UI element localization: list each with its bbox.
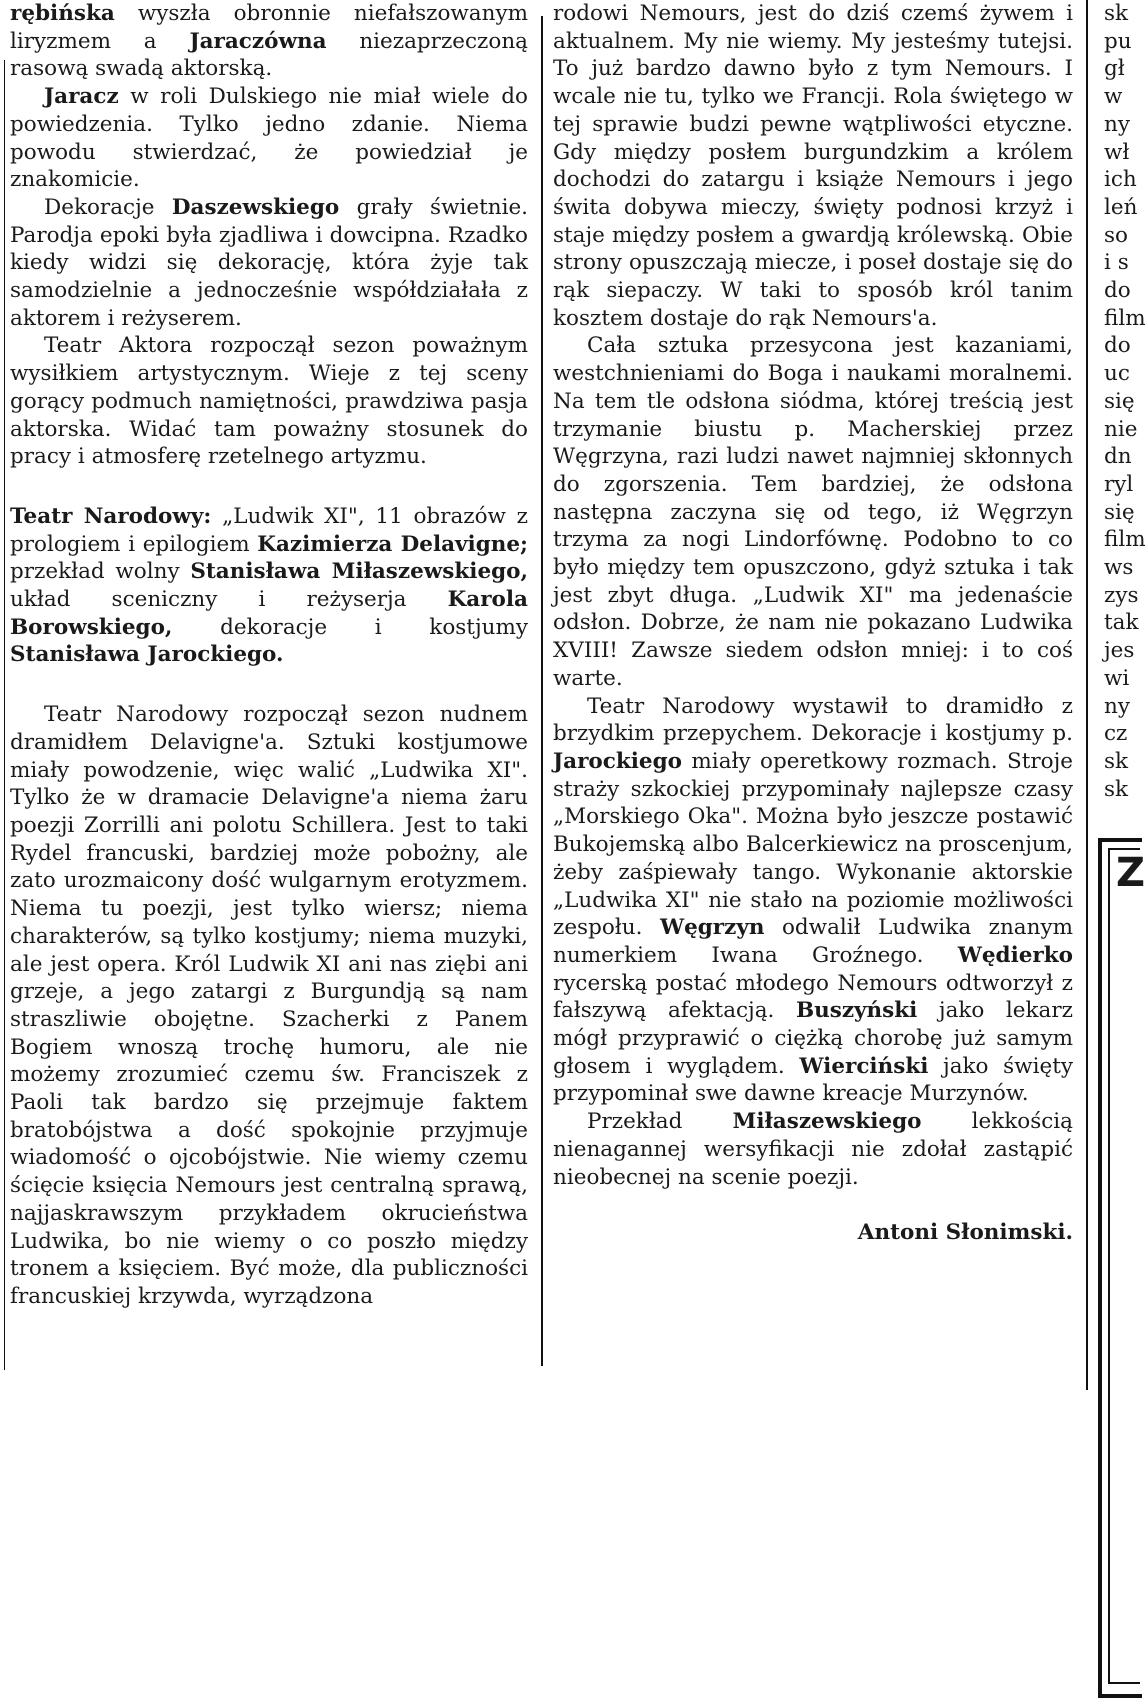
author-signature	[553, 1219, 1073, 1247]
clipped-line: wł	[1104, 139, 1130, 165]
text: Dekoracje	[44, 194, 172, 220]
actor-name: Jaraczówna	[189, 28, 327, 54]
review-heading	[10, 503, 528, 669]
designer-name: Daszewskiego	[171, 194, 340, 220]
clipped-line: pu	[1104, 28, 1132, 54]
text: lekkością nienagannej wersyfikacji nie zdołał zastąpić nieobecnej na scenie poezji.	[553, 1109, 1073, 1190]
clipped-line: zys	[1104, 582, 1139, 608]
clipped-line: leń	[1104, 194, 1138, 220]
boxed-article-inner-frame	[1108, 848, 1140, 1684]
text: dekoracje i kostjumy	[172, 614, 528, 640]
text: w roli Dulskiego nie miał wiele do powiedzenia. Tylko jedno zdanie. Niema powodu stwierdzać, że powiedział je znakomicie.	[10, 84, 528, 193]
clipped-line: film	[1104, 305, 1146, 331]
clipped-line: cz	[1104, 721, 1128, 747]
clipped-line: wi	[1104, 665, 1130, 691]
clipped-line: i s	[1104, 250, 1129, 276]
clipped-line: nie	[1104, 416, 1138, 442]
signature-text: Antoni Słonimski.	[857, 1220, 1073, 1246]
clipped-line: ny	[1104, 111, 1130, 137]
paragraph: rodowi Nemours, jest do dziś czemś żywem i aktualnem. My nie wiemy. My jesteśmy tutejsi. To już bardzo dawno było z tym Nemours. I wcale nie tu, tylko we Francji. Rola świętego w tej sprawie budzi pewne wątpliwości etyczne. Gdy między posłem burgundzkim a królem dochodzi do zatargu i książe Nemours i jego świta dobywa mieczy, święty podnosi krzyż i staje między posłem a gwardją królewską. Obie strony opuszczają miecze, i poseł dostaje się do rąk siepaczy. W taki to sposób król tanim kosztem dostaje do rąk Nemours'a.	[553, 1, 1073, 331]
column-rule-right	[1086, 0, 1088, 1390]
clipped-line: so	[1104, 222, 1128, 248]
clipped-line: do	[1104, 333, 1131, 359]
paragraph	[10, 194, 528, 333]
clipped-line: do	[1104, 278, 1131, 304]
clipped-line: dn	[1104, 444, 1132, 470]
text: przekład wolny	[10, 559, 191, 585]
text: Przekład	[587, 1109, 733, 1135]
boxed-article-initial: Z	[1116, 850, 1146, 896]
clipped-line: ny	[1104, 693, 1130, 719]
actor-name: Wierciński	[799, 1053, 929, 1079]
clipped-line: gł	[1104, 56, 1125, 82]
clipped-line: tak	[1104, 610, 1139, 636]
text: rycerską postać młodego Nemours odtworzył z fałszywą afektacją.	[553, 970, 1073, 1024]
paragraph	[10, 83, 528, 194]
actor-name: Jaracz	[44, 84, 119, 110]
clipped-line: film	[1104, 527, 1146, 553]
paragraph: Cała sztuka przesycona jest kazaniami, westchnieniami do Boga i naukami moralnemi. Na tem tle odsłona siódma, której treścią jest trzymanie biustu p. Macherskiej przez Węgrzyna, razi ludzi nawet najmniej skłonnych do zgorszenia. Tem bardziej, że odsłona następna zaczyna się od tego, iż Węgrzyn trzyma za nogi Lindorfównę. Podobno to co było między tem opuszczono, gdyż sztuka i tak jest zbyt długa. „Ludwik XI" ma jedenaście odsłon. Dobrze, że nam nie pokazano Ludwika XVIII! Zawsze siedem odsłon mniej: i to coś warte.	[553, 333, 1073, 691]
theater-name: Teatr Narodowy:	[10, 503, 212, 529]
clipped-line: ws	[1104, 555, 1134, 581]
clipped-line: ich	[1104, 167, 1137, 193]
designer-name: Jarockiego	[553, 748, 682, 774]
clipped-line: jes	[1104, 638, 1135, 664]
text: odwalił Ludwika znanym numerkiem Iwana Groźnego.	[553, 915, 1074, 968]
director-name: Karola Borowskiego,	[10, 587, 528, 640]
clipped-line: uc	[1104, 361, 1130, 387]
paragraph	[10, 0, 528, 83]
translator-name: Stanisława Miłaszewskiego,	[190, 559, 529, 585]
text: jako święty przypominał swe dawne kreacje Murzynów.	[553, 1053, 1073, 1107]
paragraph	[553, 1108, 1073, 1191]
column-left	[10, 0, 528, 1311]
clipped-line: sk	[1104, 776, 1129, 802]
actor-name: Buszyński	[795, 998, 918, 1024]
clipped-line: się	[1104, 388, 1135, 414]
text: niezaprzeczoną rasową swadą aktorską.	[10, 28, 528, 82]
clipped-line: w	[1104, 84, 1123, 110]
clipped-line: ryl	[1104, 471, 1134, 497]
column-rule-left	[541, 16, 543, 1366]
text: jako lekarz mógł przyprawić o ciężką chorobę już samym głosem i wyglądem.	[553, 998, 1073, 1079]
actor-name: rębińska	[10, 1, 115, 26]
actor-name: Węgrzyn	[659, 915, 765, 941]
margin-rule	[4, 60, 5, 1370]
author-name: Kazimierza Delavigne;	[257, 531, 528, 557]
paragraph: Teatr Narodowy rozpoczął sezon nudnem dramidłem Delavigne'a. Sztuki kostjumowe miały powodzenie, więc walić „Ludwika XI". Tylko że w dramacie Delavigne'a niema żaru poezji Zorrilli ani polotu Schillera. Jest to taki Rydel francuski, bardziej może pobożny, ale zato urozmaicony dość wulgarnym erotyzmem. Niema tu poezji, jest tylko wiersz; niema charakterów, są tylko kostjumy; niema muzyki, ale jest opera. Król Ludwik XI ani nas ziębi ani grzeje, a jego zatargi z Burgundją są nam straszliwie obojętne. Szacherki z Panem Bogiem wnoszą trochę humoru, ale nie możemy zrozumieć czemu św. Franciszek z Paoli tak bardzo się przejmuje faktem bratobójstwa a dość spokojnie przyjmuje wiadomość o ojcobójstwie. Nie wiemy czemu ścięcie księcia Nemours jest centralną sprawą, najjaskrawszym przykładem okrucieństwa Ludwika, bo nie wiemy o co poszło między tronem a księciem. Być może, dla publiczności francuskiej krzywda, wyrządzona	[10, 702, 528, 1309]
text: wyszła obronnie niefałszowanym liryzmem a	[10, 1, 528, 54]
paragraph	[553, 693, 1073, 1109]
column-middle	[553, 0, 1073, 1247]
translator-name: Miłaszewskiego	[732, 1109, 922, 1135]
clipped-line: sk	[1104, 748, 1129, 774]
paragraph: Teatr Aktora rozpoczął sezon poważnym wysiłkiem artystycznym. Wieje z tej sceny gorący podmuch namiętności, prawdziwa pasja aktorska. Widać tam poważny stosunek do pracy i atmosferę rzetelnego artyzmu.	[10, 333, 528, 470]
text: układ sceniczny i reżyserja	[10, 587, 448, 613]
text: grały świetnie. Parodja epoki była zjadliwa i dowcipna. Rzadko kiedy widzi się dekorację, która żyje tak samodzielnie a jednocześnie współdziałała z aktorem i reżyserem.	[10, 194, 529, 331]
column-right-clipped	[1104, 0, 1144, 803]
clipped-line: się	[1104, 499, 1135, 525]
actor-name: Wędierko	[957, 942, 1073, 968]
text: Teatr Narodowy wystawił to dramidło z brzydkim przepychem. Dekoracje i kostjumy p.	[553, 693, 1073, 747]
text: „Ludwik XI", 11 obrazów z prologiem i epilogiem	[10, 503, 528, 557]
designer-name: Stanisława Jarockiego.	[10, 642, 284, 668]
clipped-line: sk	[1104, 1, 1129, 26]
text: miały operetkowy rozmach. Stroje straży szkockiej przypominały najlepsze czasy „Morskiego Oka". Można było jeszcze postawić Bukojemską albo Balcerkiewicz na proscenjum, żeby zaśpiewały tango. Wykonanie aktorskie „Ludwika XI" nie stało na poziomie możliwości zespołu.	[553, 748, 1073, 941]
